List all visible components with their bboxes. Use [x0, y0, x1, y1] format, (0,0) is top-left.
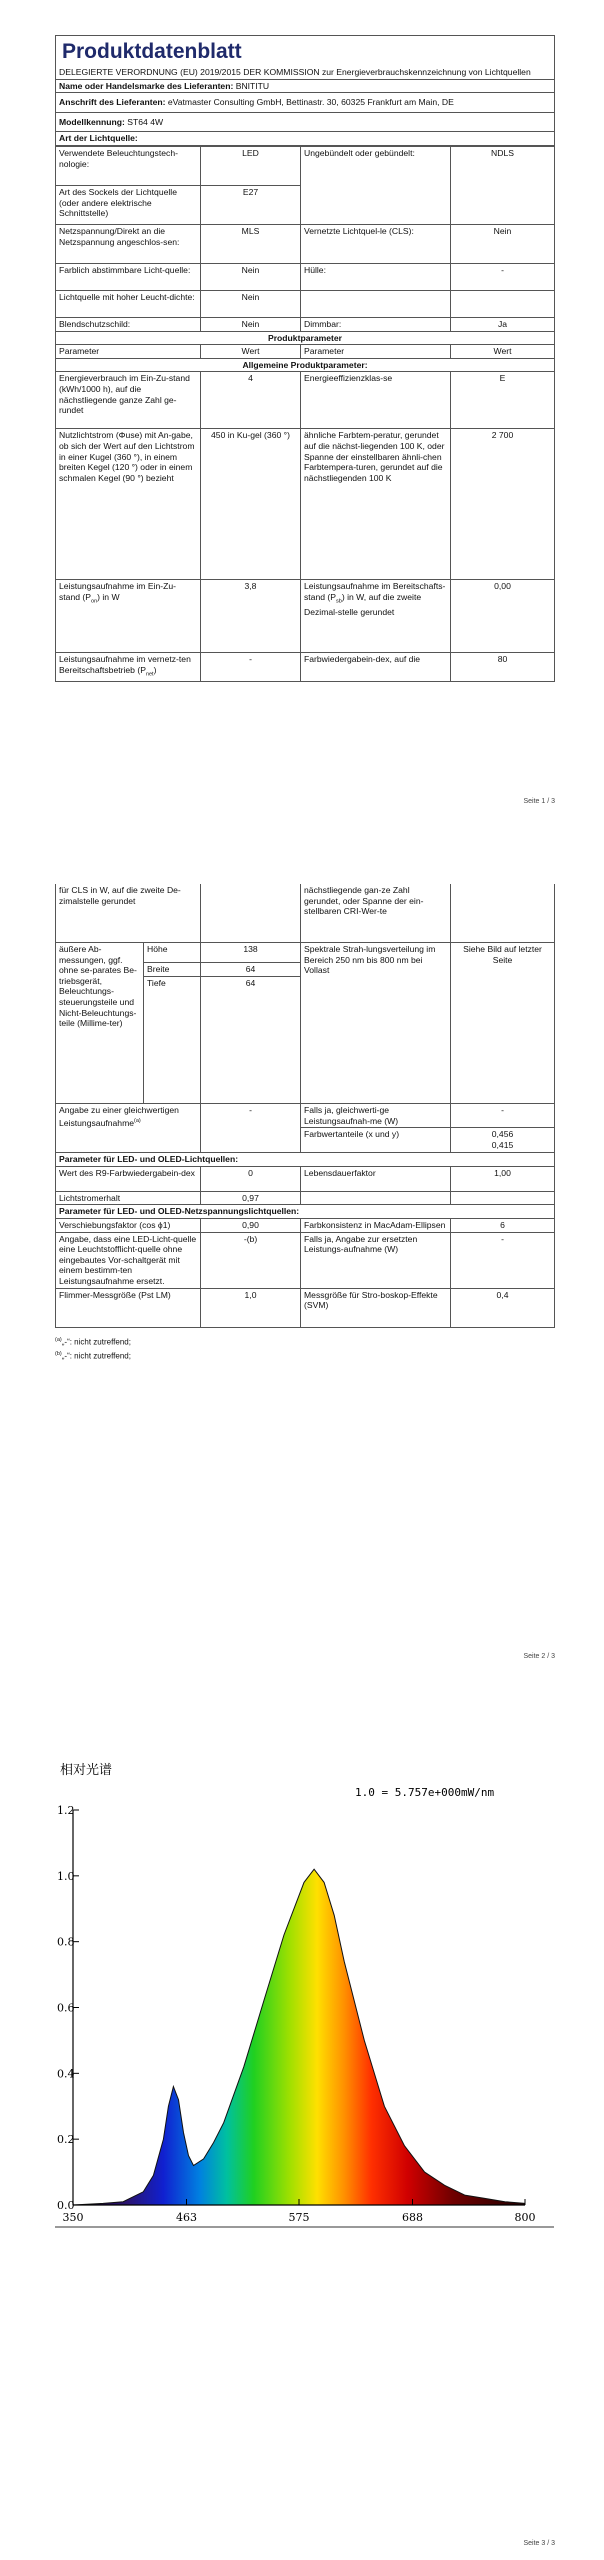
table-row [56, 224, 555, 263]
param-label: Lebensdauerfaktor [301, 1166, 451, 1191]
lamp-label: Dimmbar: [301, 317, 451, 331]
param-label: Farbwiedergabein-dex, auf die [301, 653, 451, 682]
y-tick-label: 0.8 [57, 1935, 75, 1949]
param-value: Siehe Bild auf letzter Seite [451, 943, 555, 1104]
param-value: 3,8 [201, 580, 301, 653]
table-row [56, 1191, 555, 1205]
param-value [451, 884, 555, 943]
param-value [201, 884, 301, 943]
section-heading: Parameter für LED- und OLED-Netzspannungslichtquellen: [56, 1205, 555, 1219]
param-label: Leistungsaufnahme im Ein-Zu-stand $(P_{on})$ in W [56, 580, 201, 653]
param-label: nächstliegende gan-ze Zahl gerundet, oder Spanne der ein-stellbaren CRI-Wer-te [301, 884, 451, 943]
param-value: E [451, 372, 555, 429]
x-tick-label: 575 [288, 2211, 310, 2224]
param-value: 0,90 [201, 1218, 301, 1232]
y-tick-label: 0.0 [57, 2199, 75, 2212]
supplier-address: eVatmaster Consulting GmbH, Bettinastr. 30, 60325 Frankfurt am Main, DE [167, 97, 454, 108]
param-value: 450 in Ku-gel (360 °) [201, 429, 301, 580]
table-row [56, 1153, 555, 1167]
footnote-marker: (b) [55, 1351, 62, 1358]
datasheet-header-table [55, 35, 555, 146]
spectrum-chart-svg [55, 1750, 554, 2250]
param-label: Falls ja, Angabe zur ersetzten Leistungs-aufnahme (W) [301, 1232, 451, 1288]
param-label: Leistungsaufnahme im vernetz-ten Bereitschaftsbetrieb $(P_{net})$ [56, 653, 201, 682]
table-row [56, 146, 555, 185]
supplier-name: BNITITU [235, 80, 270, 91]
supplier-address-label: Anschrift des Lieferanten: [59, 97, 166, 108]
footnote-text: „-“: nicht zutreffend; [61, 1351, 131, 1361]
y-tick-label: 0.2 [57, 2133, 75, 2147]
footnote-a [55, 1334, 554, 1349]
lamp-label [301, 290, 451, 317]
dimension-name: Breite [144, 963, 201, 977]
section-heading: Produktparameter [56, 331, 555, 345]
param-label [56, 1104, 201, 1153]
param-value: - [201, 1104, 301, 1153]
lamp-type-table [55, 146, 555, 682]
param-label: Messgröße für Stro-boskop-Effekte (SVM) [301, 1288, 451, 1327]
x-tick-label: 688 [402, 2211, 424, 2224]
table-row [56, 1288, 555, 1327]
page-title: Produktdatenblatt [62, 40, 242, 63]
chroma-x: 0,456 [491, 1129, 514, 1140]
column-header: Wert [451, 345, 555, 359]
param-value: 1,0 [201, 1288, 301, 1327]
section-heading: Allgemeine Produktparameter: [56, 358, 555, 372]
param-label: Falls ja, gleichwerti-ge Leistungsaufnah-me (W) [301, 1104, 451, 1128]
param-label: Flimmer-Messgröße (Pst LM) [56, 1288, 201, 1327]
model-label: Modellkennung: [59, 116, 125, 127]
page-1 [0, 0, 604, 805]
lamp-label: Ungebündelt oder gebündelt: [301, 146, 451, 224]
table-row [56, 943, 555, 963]
column-header: Parameter [301, 345, 451, 359]
y-tick-label: 1.2 [57, 1804, 75, 1817]
lamp-label: Blendschutzschild: [56, 317, 201, 331]
regulation-text: DELEGIERTE VERORDNUNG (EU) 2019/2015 DER KOMMISSION zur Energieverbrauchskennzeichnung von Lichtquellen [56, 66, 555, 79]
supplier-name-row [56, 79, 555, 93]
lamp-label: Hülle: [301, 263, 451, 290]
table-row [56, 1232, 555, 1288]
table-row [56, 331, 555, 345]
footnote-b [55, 1348, 554, 1363]
param-label: Wert des R9-Farbwiedergabein-dex [56, 1166, 201, 1191]
lamp-value [451, 290, 555, 317]
model-value: ST64 4W [127, 116, 164, 127]
footnote-marker: (a) [55, 1336, 62, 1343]
page-number: Seite 3 / 3 [523, 2540, 555, 2547]
page-number: Seite 2 / 3 [523, 1653, 555, 1660]
page-number: Seite 1 / 3 [523, 798, 555, 805]
param-label: Energieverbrauch im Ein-Zu-stand (kWh/1000 h), auf die nächstliegende ganze Zahl ge-rundet [56, 372, 201, 429]
lamp-value: Nein [451, 224, 555, 263]
param-label [301, 1191, 451, 1205]
lamp-label: Verwendete Beleuchtungstech-nologie: [56, 146, 201, 185]
spectrum-chart [55, 1750, 554, 2250]
param-value: 80 [451, 653, 555, 682]
dimension-value: 64 [201, 963, 301, 977]
dimension-name: Höhe [144, 943, 201, 963]
lamp-value: - [451, 263, 555, 290]
supplier-address-row [56, 93, 555, 113]
lamp-value: Nein [201, 317, 301, 331]
table-row [56, 653, 555, 682]
table-row [56, 580, 555, 653]
table-row [56, 290, 555, 317]
lamp-value: E27 [201, 185, 301, 224]
dimension-value: 64 [201, 977, 301, 1104]
param-value: 1,00 [451, 1166, 555, 1191]
param-value: 4 [201, 372, 301, 429]
param-value: -(b) [201, 1232, 301, 1288]
table-row [56, 358, 555, 372]
model-row [56, 112, 555, 132]
dimension-value: 138 [201, 943, 301, 963]
lamp-value: LED [201, 146, 301, 185]
footnotes [55, 1334, 554, 1363]
param-value: 6 [451, 1218, 555, 1232]
lamp-label: Lichtquelle mit hoher Leucht-dichte: [56, 290, 201, 317]
lamp-value: MLS [201, 224, 301, 263]
table-row [56, 372, 555, 429]
table-row [56, 1218, 555, 1232]
param-value: - [201, 653, 301, 682]
table-row [56, 317, 555, 331]
param-value [451, 1128, 555, 1153]
param-label: Angabe, dass eine LED-Licht-quelle eine Leuchtstofflicht-quelle ohne eingebautes Vor-schaltgerät mit einem bestimm-ten Leistungsaufnahme ersetzt. [56, 1232, 201, 1288]
supplier-name-label: Name oder Handelsmarke des Lieferanten: [59, 80, 234, 91]
table-row [56, 345, 555, 359]
equiv-label-text: Angabe zu einer gleichwertigen Leistungsaufnahme [59, 1105, 179, 1128]
y-tick-label: 0.4 [57, 2067, 75, 2081]
page-2 [0, 870, 604, 1670]
param-label: für CLS in W, auf die zweite De-zimalstelle gerundet [56, 884, 201, 943]
param-label: Lichtstromerhalt [56, 1191, 201, 1205]
param-label: Leistungsaufnahme im Bereitschafts-stand $(P_{sb})$ in W, auf die zweite Dezimal-stelle gerundet [301, 580, 451, 653]
x-tick-label: 463 [176, 2211, 198, 2224]
chart-title: 相对光谱 [60, 1763, 113, 1778]
param-value: 0 [201, 1166, 301, 1191]
table-row [56, 1166, 555, 1191]
y-tick-label: 1.0 [57, 1869, 75, 1883]
lamp-label: Farblich abstimmbare Licht-quelle: [56, 263, 201, 290]
dimension-name: Tiefe [144, 977, 201, 1104]
column-header: Parameter [56, 345, 201, 359]
param-value: 0,4 [451, 1288, 555, 1327]
table-row [56, 884, 555, 943]
lamp-value: NDLS [451, 146, 555, 224]
chart-annotation: 1.0 = 5.757e+000mW/nm [355, 1786, 495, 1799]
table-row [56, 1205, 555, 1219]
param-label: Farbwertanteile (x und y) [301, 1128, 451, 1153]
params-continued-table [55, 884, 555, 1328]
section-heading: Parameter für LED- und OLED-Lichtquellen: [56, 1153, 555, 1167]
param-value: 0,97 [201, 1191, 301, 1205]
param-label: ähnliche Farbtem-peratur, gerundet auf die nächst-liegenden 100 K, oder Spanne der einstellbaren ähnli-chen Farbtempera-turen, gerundet auf die nächstliegenden 100 K [301, 429, 451, 580]
column-header: Wert [201, 345, 301, 359]
table-row [56, 263, 555, 290]
lamp-label: Netzspannung/Direkt an die Netzspannung angeschlos-sen: [56, 224, 201, 263]
param-value: 2 700 [451, 429, 555, 580]
footnote-text: „-“: nicht zutreffend; [61, 1337, 131, 1347]
param-label: Verschiebungsfaktor (cos ϕ1) [56, 1218, 201, 1232]
y-tick-label: 0.6 [57, 2001, 75, 2015]
lamp-type-heading: Art der Lichtquelle: [56, 132, 555, 146]
x-tick-label: 800 [514, 2211, 536, 2224]
table-row [56, 1104, 555, 1128]
lamp-label: Vernetzte Lichtquel-le (CLS): [301, 224, 451, 263]
param-value: - [451, 1104, 555, 1128]
param-label: Farbkonsistenz in MacAdam-Ellipsen [301, 1218, 451, 1232]
lamp-value: Nein [201, 290, 301, 317]
lamp-label: Art des Sockels der Lichtquelle (oder andere elektrische Schnittstelle) [56, 185, 201, 224]
param-label: Nutzlichtstrom (Φuse) mit An-gabe, ob sich der Wert auf den Lichtstrom in einer Kugel (360 °), in einem breiten Kegel (120 °) oder in einem schmalen Kegel (90 °) bezieht [56, 429, 201, 580]
lamp-value: Ja [451, 317, 555, 331]
chroma-y: 0,415 [491, 1139, 514, 1150]
param-label: Energieeffizienzklas-se [301, 372, 451, 429]
table-row [56, 429, 555, 580]
x-tick-label: 350 [62, 2211, 84, 2224]
dimensions-label: äußere Ab-messungen, ggf. ohne se-parates Be-triebsgerät, Beleuchtungs-steuerungsteile und Nicht-Beleuchtungs-teile (Millime-ter) [56, 943, 144, 1104]
footnote-marker: (a) [134, 1117, 141, 1124]
lamp-value: Nein [201, 263, 301, 290]
param-value: - [451, 1232, 555, 1288]
param-value [451, 1191, 555, 1205]
param-value: 0,00 [451, 580, 555, 653]
param-label: Spektrale Strah-lungsverteilung im Bereich 250 nm bis 800 nm bei Vollast [301, 943, 451, 1104]
